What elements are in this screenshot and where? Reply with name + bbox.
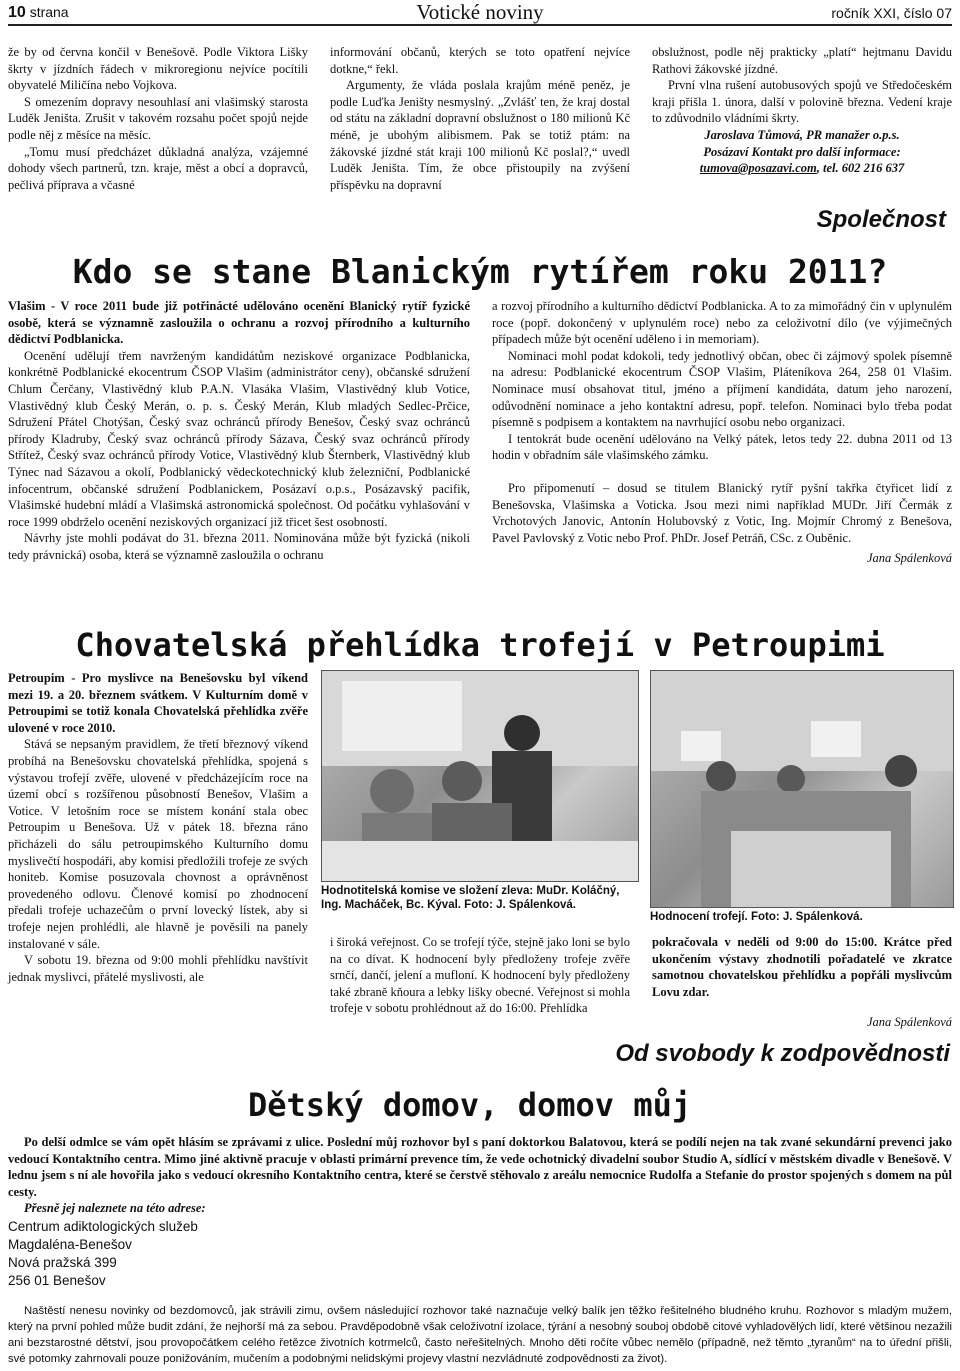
- page-number: 10 strana: [8, 4, 69, 21]
- article1-author: Jana Spálenková: [866, 551, 952, 566]
- article1-lead: Vlašim - V roce 2011 bude již potřinácté udělováno ocenění Blanický rytíř fyzické osobě, která se významně zasloužila o ochranu a rozvoj přírodního a kulturního dědictví Podblanicka.: [8, 299, 470, 347]
- article3-body: Naštěstí nenesu novinky od bezdomovců, jak strávili zimu, ovšem následující rozhovor také naznačuje velký balík jen těžko řešitelného bludného kruhu. Rozhovor s mladým mužem, který na první pohled může budit zdání, že nejhorší má za sebou. Pravděpodobně však celoživotní izolace, týrání a nesobný souboj obdobě citové vyhladovělých lidí, které většinou nezažili ani bezstarostné dětství, jsou provopočátkem celého řetězce životních kotrmelců, často neřešitelných. Mnoho děti ročíte vůbec nemělo (případně, než těmto „tyranům“ na to úřední přišli, své potomky zahrnovali pouze ponižováním, mučením a podobnými nelidskými projevy vlastní nezvládnuté zodpovědnosti za život).: [8, 1305, 952, 1365]
- article3-lead: Po delší odmlce se vám opět hlásím se zprávami z ulice. Poslední můj rozhovor byl s paní doktorkou Balatovou, která se podílí nejen na tak zvané sekundární prevenci jako vedoucí Kontaktního centra. Mimo jiné aktivně pracuje v oblasti primární prevence tím, že vede ochotnický divadelní soubor Studio A, sídlící v městském divadle v Benešově. V lednu jsem s ní ale hovořila jako s vedoucí okresního Kontaktního centra, které se čerstvě stěhovalo z areálu nemocnice Rudolfa a Stefanie do prostor spojených s domem na půl cesty. Přesně jej naleznete na této adrese:: [8, 1135, 952, 1216]
- article-headline: Kdo se stane Blanickým rytířem roku 2011?: [72, 252, 888, 291]
- address-block: Centrum adiktologických služeb Magdaléna-Benešov Nová pražská 399 256 01 Benešov: [8, 1219, 198, 1288]
- article-headline: Chovatelská přehlídka trofejí v Petroupimi: [75, 626, 885, 664]
- article2-middle-column: i široká veřejnost. Co se trofejí týče, stejně jako loni se bylo na co dívat. K hodnocení byly předloženy trofeje zvěře srnčí, dančí, jelení a mufloní. K hodnocení byly předloženy také zbraně kňoura a lebky lišky obecné. Veřejnost si mohla trofeje v sobotu prohlédnout až do 16:00. Přehlídka: [330, 935, 630, 1016]
- issue-info: ročník XXI, číslo 07: [831, 5, 952, 21]
- email-link[interactable]: tumova@posazavi.com: [699, 161, 817, 176]
- photo-caption-commission: Hodnotitelská komise ve složení zleva: MuDr. Koláčný, Ing. Macháček, Bc. Kýval. Foto: J. Spálenková.: [321, 885, 620, 911]
- evaluation-photo-graphic: [651, 671, 953, 907]
- article1-left-column: Vlašim - V roce 2011 bude již potřinácté udělováno ocenění Blanický rytíř fyzické osobě, která se významně zasloužila o ochranu a rozvoj přírodního a kulturního dědictví Podblanicka. Ocenění udělují třem navrženým kandidátům neziskové organizace Podblanicka, konkrétně Podblanické ekocentrum ČSOP Vlašim (administrátor ceny), občanské sdružení Chlum Čerčany, Vlastivědný klub P.A.N. Vlasáka Vlašim, Vlastivědný klub Votice, Vlastivědný klub Český Merán, o. p. s. Český Merán, Klub mladých Sedlec-Prčice, Sdružení Přátel Chotýšan, Český svaz ochránců přírody Benešov, Český svaz ochránců přírody Kladruby, Český svaz ochránců přírody Sázava, Český svaz ochránců přírody Střítež, Český svaz ochránců přírody Votice, Vlastivědný klub Šternberk, Vlastivědný klub Týnec nad Sázavou a okolí, Podblanický vědeckotechnický klub železniční, Podblanické infocentrum, občanské sdružení Podblanickem, Posázaví o.p.s., Posázavský pacifik, Vlašimské hudební mládí a Vlašimská astronomická společnost. Od počátku vyhlašování v roce 1999 obdrželo ocenění neziskových organizací již třicet šest osobností. Návrhy jste mohli podávat do 31. března 2011. Nominována může být fyzická (nikoli tedy právnická) osoba, která se významně zasloužila o ochranu: [8, 299, 470, 562]
- contact-lead: Posázaví Kontakt pro další informace:: [703, 144, 901, 159]
- article-headline: Dětský domov, domov můj: [248, 1086, 692, 1124]
- contact-line: tumova@posazavi.com, tel. 602 216 637: [699, 161, 905, 176]
- article2-right-column: pokračovala v neděli od 9:00 do 15:00. Krátce před ukončením výstavy zhodnotili pořadatelé ve zkratce samotnou chovatelskou přehlídku a popřáli myslivcům Lovu zdar. Jana Spálenková: [652, 935, 952, 1030]
- article2-author: Jana Spálenková: [866, 1015, 952, 1030]
- top-column-3: obslužnost, podle něj prakticky „platí“ hejtmanu Davidu Rathovi žákovské jízdné. První vlna rušení autobusových spojů ve Středočeském kraji přišla 1. února, další v polovině března. Vedení kraje to zdůvodnilo vládními škrty. Jaroslava Tůmová, PR manažer o.p.s. Posázaví Kontakt pro další informace: tumova@posazavi.com, tel. 602 216 637: [652, 45, 952, 176]
- section-title-od-svobody: Od svobody k zodpovědnosti: [615, 1040, 950, 1067]
- photo-commission: [321, 670, 639, 882]
- address-intro: Přesně jej naleznete na této adrese:: [24, 1201, 206, 1216]
- photo-evaluation: [650, 670, 954, 908]
- article1-right-column: a rozvoj přírodního a kulturního dědictví Podblanicka. A to za mimořádný čin v uplynulém roce (popř. dokončený v uplynulém roce) nebo za celoživotní dílo (ve výjimečných případech může být ocenění uděleno i in memoriam). Nominaci mohl podat kdokoli, tedy jednotlivý občan, obec či zájmový spolek písemně na adresu: Podblanické ekocentrum ČSOP Vlašim, Pláteníkova 264, 258 01 Vlašim. Nominace musí obsahovat titul, jméno a příjmení kandidáta, datum jeho narození, odůvodnění nominace a jeho kontaktní adresu, popř. telefon. Nominaci bylo třeba podat písemně s podpisem a kontaktem na navrhující osobu nebo organizaci. I tentokrát bude ocenění udělováno na Velký pátek, letos tedy 22. dubna 2011 od 13 hodin v obřadním sále vlašimského zámku. Pro připomenutí – dosud se titulem Blanický rytíř pyšní takřka čtyřicet lidí z Benešovska, Vlašimska a Voticka. Jsou mezi nimi například MUDr. Jiří Čermák z Vrchotových Janovic, Antonín Holubovský z Votic, Ing. Mojmír Chromý z Benešova, Pavel Pavlovský z Votic nebo Prof. PhDr. Josef Petráň, CSc. z Ouběnic. Jana Spálenková: [492, 299, 952, 566]
- top-column-2: informování občanů, kterých se toto opatření nejvíce dotkne,“ řekl. Argumenty, že vláda poslala krajům méně peněz, je podle Luďka Jeništy nesmyslný. „Zvlášť ten, že kraj dostal od státu na základní dopravní obslužnost o 180 milionů Kč méně, je ubohým alibismem. Pak se totiž ptám: na žákovské jízdné stát kraji 100 milionů Kč poslal?,“ uvedl Luděk Jeništa. Tím, že obce přistoupily na zvýšení příspěvku na dopravní: [330, 45, 630, 192]
- article2-left-column: Petroupim - Pro myslivce na Benešovsku byl víkend mezi 19. a 20. březnem svátkem. V Kulturním domě v Petroupimi se totiž konala Chovatelská přehlídka zvěře ulovené v roce 2010. Stává se nepsaným pravidlem, že třetí březnový víkend probíhá na Benešovsku chovatelská přehlídka, spojená s výstavou trofejí zvěře, ulovené v předcházejícím roce na území obcí s rozšířenou působností Benešov, Vlašim a Votice. V letošním roce se místem konání stala obec Petroupim u Benešova. Už v pátek 18. března ráno přicházeli do sálu petroupimského Kulturního domu myslivečtí hospodáři, aby komisi předložili trofeje ze svých honiteb. Komise posuzovala chovnost a oprávněnost provedeného odlovu. Členové komisí po zhodnocení předali trofeje uchazečům o první lovecký lístek, aby si trofeje nejen prohlédli, ale hlavně je pověsili na panely instalované v sále. V sobotu 19. března od 9:00 mohli přehlídku navštívit jednak myslivci, přátelé myslivosti, ale: [8, 671, 308, 984]
- commission-photo-graphic: [322, 671, 638, 881]
- top-author: Jaroslava Tůmová, PR manažer o.p.s.: [704, 127, 900, 142]
- photo-caption-evaluation: Hodnocení trofejí. Foto: J. Spálenková.: [650, 911, 863, 923]
- article2-lead: Petroupim - Pro myslivce na Benešovsku byl víkend mezi 19. a 20. březnem svátkem. V Kulturním domě v Petroupimi se totiž konala Chovatelská přehlídka zvěře ulovené v roce 2010.: [8, 671, 308, 735]
- section-title-spolecnost: Společnost: [816, 206, 946, 233]
- page-header: [8, 0, 952, 26]
- top-column-1: že by od června končil v Benešově. Podle Viktora Lišky škrty v jízdních řádech v mikroregionu nejvíce pocítili obyvatelé Miličína nebo Vojkova. S omezením dopravy nesouhlasí ani vlašimský starosta Luděk Jeništa. Zrušit v takovém rozsahu počet spojů nejde podle něj z měsíce na měsíc. „Tomu musí předcházet důkladná analýza, vzájemné dohody všech partnerů, tzn. kraje, měst a obcí a dopravců, pečlivá příprava a včasné: [8, 45, 308, 192]
- newspaper-name: Votické noviny: [416, 0, 544, 24]
